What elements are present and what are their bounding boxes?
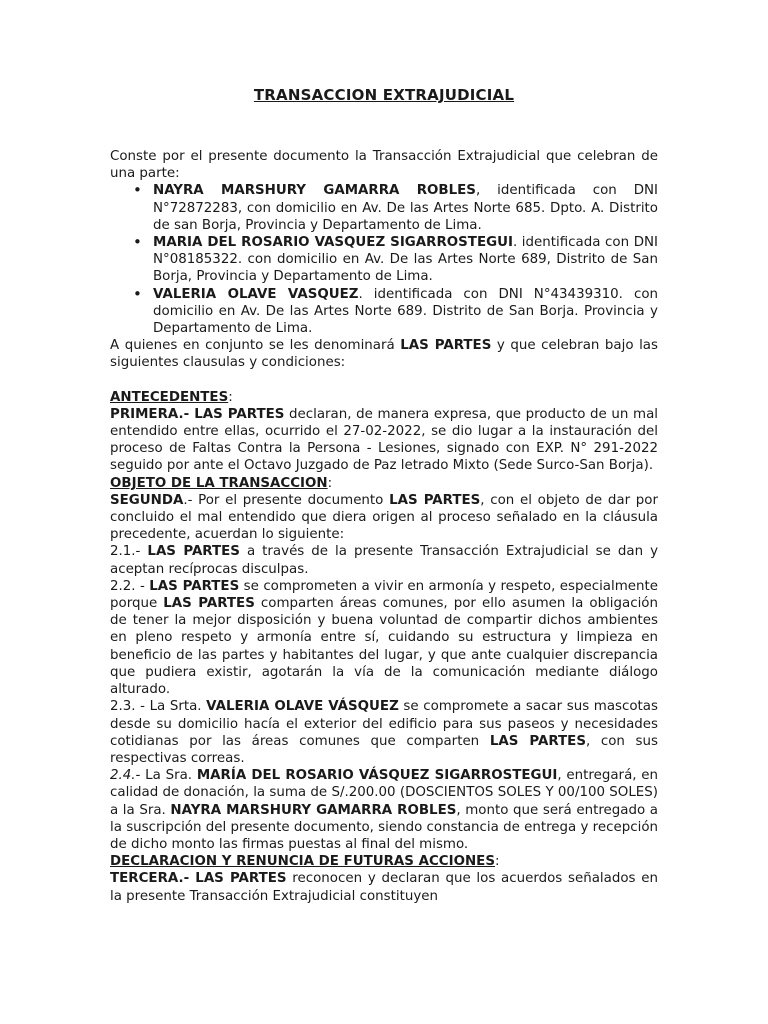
text-run: A quienes en conjunto se les denominará: [110, 338, 401, 354]
declaracion-heading: DECLARACION Y RENUNCIA DE FUTURAS ACCIONES: [110, 854, 495, 870]
las-partes-term: LAS PARTES: [400, 338, 492, 354]
party-details: , identificada con DNI N°72872283, con domicilio en Av. De las Artes Norte 685. Dpto. A. Distrito de san Borja, Provincia y Departamento de Lima.: [153, 183, 658, 233]
party-details: . identificada con DNI N°08185322. con domicilio en Av. De las Artes Norte 689, Distrito de San Borja, Provincia y Departamento de Lima.: [153, 235, 658, 285]
clause-text: se comprometen a vivir en armonía y respeto, especialmente porque: [110, 578, 658, 612]
clause-number: 2.2. -: [110, 578, 150, 594]
colon: :: [327, 475, 333, 491]
colon: :: [494, 854, 500, 870]
antecedentes-heading-line: [110, 389, 658, 406]
clause-label: PRIMERA.- LAS PARTES: [110, 406, 285, 422]
clause-number: 2.3. - La Srta.: [110, 699, 207, 715]
objeto-heading: OBJETO DE LA TRANSACCION: [110, 475, 328, 491]
clause-number: 2.1.-: [110, 544, 148, 560]
clause-text: , con el objeto de dar por concluido el mal entendido que diera origen al proceso señalado en la cláusula precedente, acuerdan lo siguiente:: [110, 492, 658, 543]
antecedentes-heading: ANTECEDENTES: [110, 389, 229, 405]
party-details: . identificada con DNI N°43439310. con domicilio en Av. De las Artes Norte 689. Distrito de San Borja. Provincia y Departamento de Lima.: [153, 286, 658, 337]
party-name: MARIA DEL ROSARIO VASQUEZ SIGARROSTEGUI: [153, 235, 513, 251]
clause-text: .- Por el presente documento: [183, 492, 390, 508]
person-name: MARÍA DEL ROSARIO VÁSQUEZ SIGARROSTEGUI: [196, 768, 558, 784]
party-item: [153, 234, 658, 286]
segunda-clause: [110, 492, 658, 544]
clause-text: , monto que será entregado a la suscripción del presente documento, siendo constancia de entrega y recepción de dicho monto las firmas puestas al final del mismo.: [110, 802, 659, 852]
text-run: y que celebran bajo las siguientes clausulas y condiciones:: [110, 338, 658, 371]
clause-number: 2.4.-: [110, 768, 141, 784]
clause-text: comparten áreas comunes, por ello asumen la obligación de tener la mejor disposición y buena voluntad de compartir dichos ambientes en pleno respeto y armonía entre sí, cuidando su estructura y limpieza en beneficio de las partes y habitantes del lugar, y que ante cualquier discrepancia que pudiera existir, agotarán la vía de la comunicación mediante diálogo alturado.: [110, 596, 658, 698]
las-partes-term: LAS PARTES: [149, 578, 240, 594]
clause-2-2: [110, 578, 658, 698]
primera-clause: [110, 406, 658, 475]
clause-text: a través de la presente Transacción Extrajudicial se dan y aceptan recíprocas disculpas.: [110, 544, 658, 577]
clause-text: declaran, de manera expresa, que producto de un mal entendido entre ellas, ocurrido el 27-02-2022, se dio lugar a la instauración del proceso de Faltas Contra la Persona - Lesiones, signado con EXP. N° 291-2022 seguido por ante el Octavo Juzgado de Paz letrado Mixto (Sede Surco-San Borja).: [110, 406, 658, 474]
las-partes-term: LAS PARTES: [163, 596, 255, 612]
las-partes-term: LAS PARTES: [489, 733, 586, 749]
clause-text: se compromete a sacar sus mascotas desde su domicilio hacía el exterior del edificio para sus paseos y necesidades cotidianas por las áreas comunes que comparten: [110, 699, 658, 749]
intro-paragraph: Conste por el presente documento la Transacción Extrajudicial que celebran de una parte:: [110, 149, 658, 182]
tercera-clause: [110, 870, 658, 904]
denominacion-paragraph: [110, 337, 658, 371]
clause-text: , entregará, en calidad de donación, la suma de S/.200.00 (DOSCIENTOS SOLES Y 00/100 SOLES) a la Sra.: [110, 768, 659, 818]
spacer: [110, 372, 658, 389]
party-name: VALERIA OLAVE VASQUEZ: [153, 286, 359, 302]
declaracion-heading-line: [110, 853, 658, 870]
clause-label: TERCERA.- LAS PARTES: [110, 871, 287, 887]
party-item: [153, 182, 658, 234]
objeto-heading-line: [110, 475, 658, 492]
party-item: [153, 286, 658, 338]
parties-list: [110, 182, 658, 337]
clause-text: La Sra.: [140, 768, 197, 784]
clause-2-1: [110, 543, 658, 577]
clause-2-4: [110, 767, 658, 853]
las-partes-term: LAS PARTES: [147, 544, 240, 560]
person-name: VALERIA OLAVE VÁSQUEZ: [206, 699, 399, 715]
person-name: NAYRA MARSHURY GAMARRA ROBLES: [170, 802, 457, 818]
document-body: [110, 148, 658, 905]
party-name: NAYRA MARSHURY GAMARRA ROBLES: [153, 183, 476, 199]
clause-2-3: [110, 698, 658, 767]
clause-text: reconocen y declaran que los acuerdos señalados en la presente Transacción Extrajudicial constituyen: [110, 871, 658, 904]
clause-text: , con sus respectivas correas.: [110, 733, 658, 766]
las-partes-term: LAS PARTES: [389, 492, 481, 508]
document-title: TRANSACCION EXTRAJUDICIAL: [253, 86, 515, 104]
colon: :: [228, 389, 233, 405]
clause-label: SEGUNDA: [110, 492, 184, 508]
